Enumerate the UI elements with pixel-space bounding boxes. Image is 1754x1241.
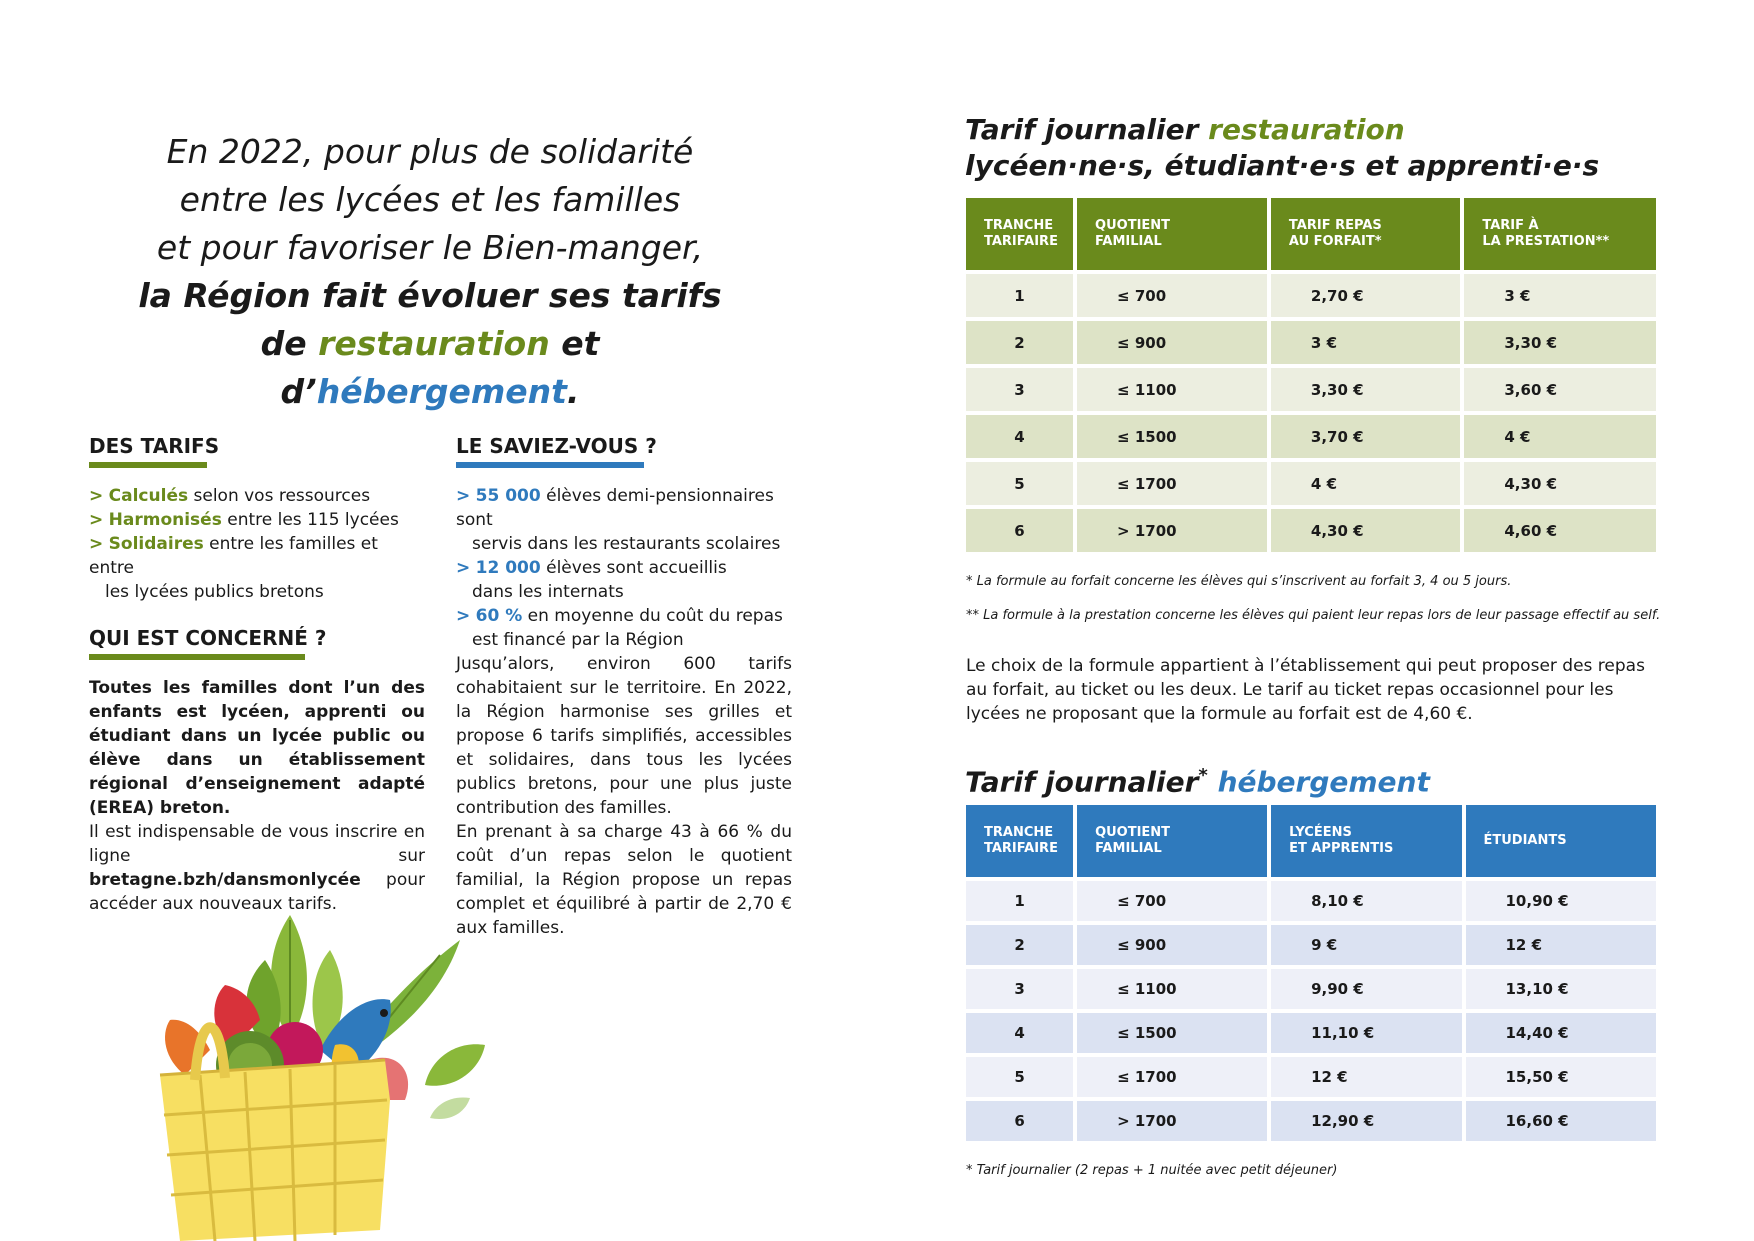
fact-number: 60 % xyxy=(475,606,523,626)
table-cell: 4 € xyxy=(1464,411,1656,458)
title-text: Tarif journalier xyxy=(965,113,1209,146)
table-cell: ≤ 1700 xyxy=(1077,1053,1267,1097)
header-text: FAMILIAL xyxy=(1095,234,1162,249)
list-item xyxy=(89,532,419,604)
headline-line: et pour favoriser le Bien-manger, xyxy=(156,228,704,267)
concerned-families-text: Toutes les familles dont l’un des enfants est lycéen, apprenti ou étudiant dans un lycée public ou élève dans un établissement régional d’enseignement adapté (EREA) breton. xyxy=(89,678,425,818)
table-cell: ≤ 700 xyxy=(1077,270,1267,317)
list-item xyxy=(456,556,806,604)
table-cell: ≤ 1700 xyxy=(1077,458,1267,505)
header-text: TARIF À xyxy=(1482,218,1539,233)
header-text: ET APPRENTIS xyxy=(1289,841,1394,856)
table-cell: 3,30 € xyxy=(1271,364,1460,411)
headline-restauration: restauration xyxy=(318,324,550,363)
column-header xyxy=(1464,198,1656,270)
table-cell: 3 xyxy=(966,965,1073,1009)
header-text: TARIFAIRE xyxy=(984,841,1058,856)
headline-line: entre les lycées et les familles xyxy=(179,180,681,219)
table-cell: 16,60 € xyxy=(1466,1097,1657,1141)
table-cell: 9,90 € xyxy=(1271,965,1461,1009)
des-tarifs-list xyxy=(89,484,419,604)
signup-text-before: Il est indispensable de vous inscrire en ligne sur xyxy=(89,822,425,866)
section-title-le-saviez-vous xyxy=(456,434,657,464)
header-text: LYCÉENS xyxy=(1289,825,1352,840)
table-cell: 1 xyxy=(966,877,1073,921)
table-cell: 5 xyxy=(966,458,1073,505)
table-cell: 12 € xyxy=(1271,1053,1461,1097)
table-header-row xyxy=(966,198,1656,270)
table-cell: 4 xyxy=(966,411,1073,458)
section-title-text: QUI EST CONCERNÉ ? xyxy=(89,626,327,650)
headline-text: . xyxy=(566,372,580,411)
table-cell: 3 xyxy=(966,364,1073,411)
table-cell: 5 xyxy=(966,1053,1073,1097)
list-item xyxy=(89,508,419,532)
table-cell: 8,10 € xyxy=(1271,877,1461,921)
table-cell: ≤ 900 xyxy=(1077,921,1267,965)
table-cell: 12,90 € xyxy=(1271,1097,1461,1141)
headline-line: la Région fait évoluer ses tarifs xyxy=(138,276,722,315)
fact-number: 55 000 xyxy=(475,486,541,506)
list-keyword: Harmonisés xyxy=(108,510,222,530)
table-cell: 6 xyxy=(966,1097,1073,1141)
table-cell: 10,90 € xyxy=(1466,877,1657,921)
table-cell: > 1700 xyxy=(1077,505,1267,552)
column-header xyxy=(966,805,1073,877)
table-row xyxy=(966,1097,1656,1141)
list-text: dans les internats xyxy=(472,582,624,602)
list-text: selon vos ressources xyxy=(188,486,371,506)
table-row xyxy=(966,270,1656,317)
table-cell: 3 € xyxy=(1271,317,1460,364)
fact-number: 12 000 xyxy=(475,558,541,578)
title-text: Tarif journalier xyxy=(965,765,1199,799)
list-keyword: Calculés xyxy=(108,486,189,506)
table-cell: 9 € xyxy=(1271,921,1461,965)
list-item xyxy=(456,484,806,556)
grocery-basket-illustration xyxy=(140,900,530,1241)
arrow-icon: > xyxy=(89,534,104,554)
table-row xyxy=(966,877,1656,921)
list-text: les lycées publics bretons xyxy=(105,582,324,602)
table-row xyxy=(966,1053,1656,1097)
table-cell: 3 € xyxy=(1464,270,1656,317)
column-header xyxy=(1271,198,1460,270)
table-cell: 4,60 € xyxy=(1464,505,1656,552)
list-text: entre les 115 lycées xyxy=(221,510,399,530)
table-cell: 11,10 € xyxy=(1271,1009,1461,1053)
footnote-forfait: * La formule au forfait concerne les élèves qui s’inscrivent au forfait 3, 4 ou 5 jours. xyxy=(966,574,1512,589)
table-cell: > 1700 xyxy=(1077,1097,1267,1141)
list-item xyxy=(89,484,419,508)
table-cell: 3,60 € xyxy=(1464,364,1656,411)
footnote-hebergement: * Tarif journalier (2 repas + 1 nuitée avec petit déjeuner) xyxy=(966,1163,1338,1178)
formula-choice-paragraph: Le choix de la formule appartient à l’établissement qui peut proposer des repas au forfait, au ticket ou les deux. Le tarif au ticket repas occasionnel pour les lycées ne proposant que la formule au forfait est de 4,60 €. xyxy=(966,656,1645,724)
headline xyxy=(110,128,750,416)
list-text: entre les familles et entre xyxy=(89,534,378,578)
table-cell: ≤ 700 xyxy=(1077,877,1267,921)
header-text: QUOTIENT xyxy=(1095,218,1171,233)
table-cell: 4 xyxy=(966,1009,1073,1053)
table-cell: 6 xyxy=(966,505,1073,552)
list-text: élèves sont accueillis xyxy=(540,558,727,578)
headline-line: En 2022, pour plus de solidarité xyxy=(166,132,694,171)
restauration-table xyxy=(962,198,1660,552)
table-cell: 4,30 € xyxy=(1464,458,1656,505)
region-share-paragraph: En prenant à sa charge 43 à 66 % du coût d’un repas selon le quotient familial, la Région propose un repas complet et équilibré à partir de 2,70 € aux familles. xyxy=(456,822,792,938)
header-text: TARIF REPAS xyxy=(1288,218,1382,233)
table-cell: 4,30 € xyxy=(1271,505,1460,552)
column-header xyxy=(966,198,1073,270)
table-cell: 12 € xyxy=(1466,921,1657,965)
table-row xyxy=(966,364,1656,411)
table-row xyxy=(966,965,1656,1009)
list-item xyxy=(456,604,806,652)
title-asterisk: * xyxy=(1198,765,1208,786)
table-row xyxy=(966,1009,1656,1053)
header-text: LA PRESTATION** xyxy=(1482,234,1610,249)
header-text: FAMILIAL xyxy=(1095,841,1162,856)
hebergement-table xyxy=(962,805,1660,1141)
title-keyword: hébergement xyxy=(1217,765,1430,799)
list-text: en moyenne du coût du repas xyxy=(522,606,783,626)
section-underline xyxy=(89,462,207,468)
list-text: est financé par la Région xyxy=(472,630,684,650)
table-cell: 3,30 € xyxy=(1464,317,1656,364)
table-cell: 4 € xyxy=(1271,458,1460,505)
title-keyword: restauration xyxy=(1208,113,1405,146)
signup-text-after: pour accéder aux nouveaux tarifs. xyxy=(89,870,425,914)
arrow-icon: > xyxy=(456,486,471,506)
header-text: QUOTIENT xyxy=(1095,825,1171,840)
list-text: élèves demi-pensionnaires sont xyxy=(456,486,774,530)
column-header xyxy=(1271,805,1461,877)
section-underline xyxy=(456,462,644,468)
header-text: TRANCHE xyxy=(984,218,1054,233)
header-text: TARIFAIRE xyxy=(984,234,1058,249)
table-cell: 3,70 € xyxy=(1271,411,1460,458)
section-title-qui-est-concerne xyxy=(89,626,326,656)
table-cell: ≤ 900 xyxy=(1077,317,1267,364)
headline-text: de xyxy=(260,324,319,363)
table-cell: 15,50 € xyxy=(1466,1053,1657,1097)
header-text: AU FORFAIT* xyxy=(1288,234,1382,249)
hebergement-title xyxy=(965,758,1430,800)
table-cell: 2 xyxy=(966,317,1073,364)
header-text: TRANCHE xyxy=(984,825,1054,840)
footnote-prestation: ** La formule à la prestation concerne les élèves qui paient leur repas lors de leur passage effectif au self. xyxy=(966,608,1661,623)
arrow-icon: > xyxy=(89,510,104,530)
list-text: servis dans les restaurants scolaires xyxy=(472,534,781,554)
section-title-text: LE SAVIEZ-VOUS ? xyxy=(456,434,657,458)
headline-text: et d’ xyxy=(280,324,600,411)
section-title-des-tarifs xyxy=(89,434,219,464)
facts-list xyxy=(456,484,806,652)
table-row xyxy=(966,921,1656,965)
section-underline xyxy=(89,654,305,660)
table-cell: 2,70 € xyxy=(1271,270,1460,317)
section-title-text: DES TARIFS xyxy=(89,434,220,458)
signup-link[interactable]: bretagne.bzh/dansmonlycée xyxy=(89,870,361,890)
table-cell: 2 xyxy=(966,921,1073,965)
table-row xyxy=(966,411,1656,458)
column-header xyxy=(1077,198,1267,270)
table-cell: ≤ 1500 xyxy=(1077,411,1267,458)
table-cell: 1 xyxy=(966,270,1073,317)
table-cell: ≤ 1100 xyxy=(1077,965,1267,1009)
harmonisation-paragraph: Jusqu’alors, environ 600 tarifs cohabitaient sur le territoire. En 2022, la Région harmonise ses grilles et propose 6 tarifs simplifiés, accessibles et solidaires, dans tous les lycées publics bretons, pour une plus juste contribution des familles. xyxy=(456,654,792,818)
table-row xyxy=(966,458,1656,505)
arrow-icon: > xyxy=(456,558,471,578)
table-cell: 13,10 € xyxy=(1466,965,1657,1009)
title-text: lycéen·ne·s, étudiant·e·s et apprenti·e·s xyxy=(965,149,1600,182)
headline-hebergement: hébergement xyxy=(316,372,567,411)
headline-line xyxy=(110,320,750,416)
table-cell: ≤ 1100 xyxy=(1077,364,1267,411)
table-row xyxy=(966,317,1656,364)
table-cell: 14,40 € xyxy=(1466,1009,1657,1053)
column-header xyxy=(1077,805,1267,877)
arrow-icon: > xyxy=(89,486,104,506)
arrow-icon: > xyxy=(456,606,471,626)
column-header xyxy=(1466,805,1657,877)
table-cell: ≤ 1500 xyxy=(1077,1009,1267,1053)
header-text: ÉTUDIANTS xyxy=(1483,833,1567,848)
list-keyword: Solidaires xyxy=(108,534,204,554)
table-header-row xyxy=(966,805,1656,877)
restauration-title xyxy=(965,112,1599,184)
table-row xyxy=(966,505,1656,552)
